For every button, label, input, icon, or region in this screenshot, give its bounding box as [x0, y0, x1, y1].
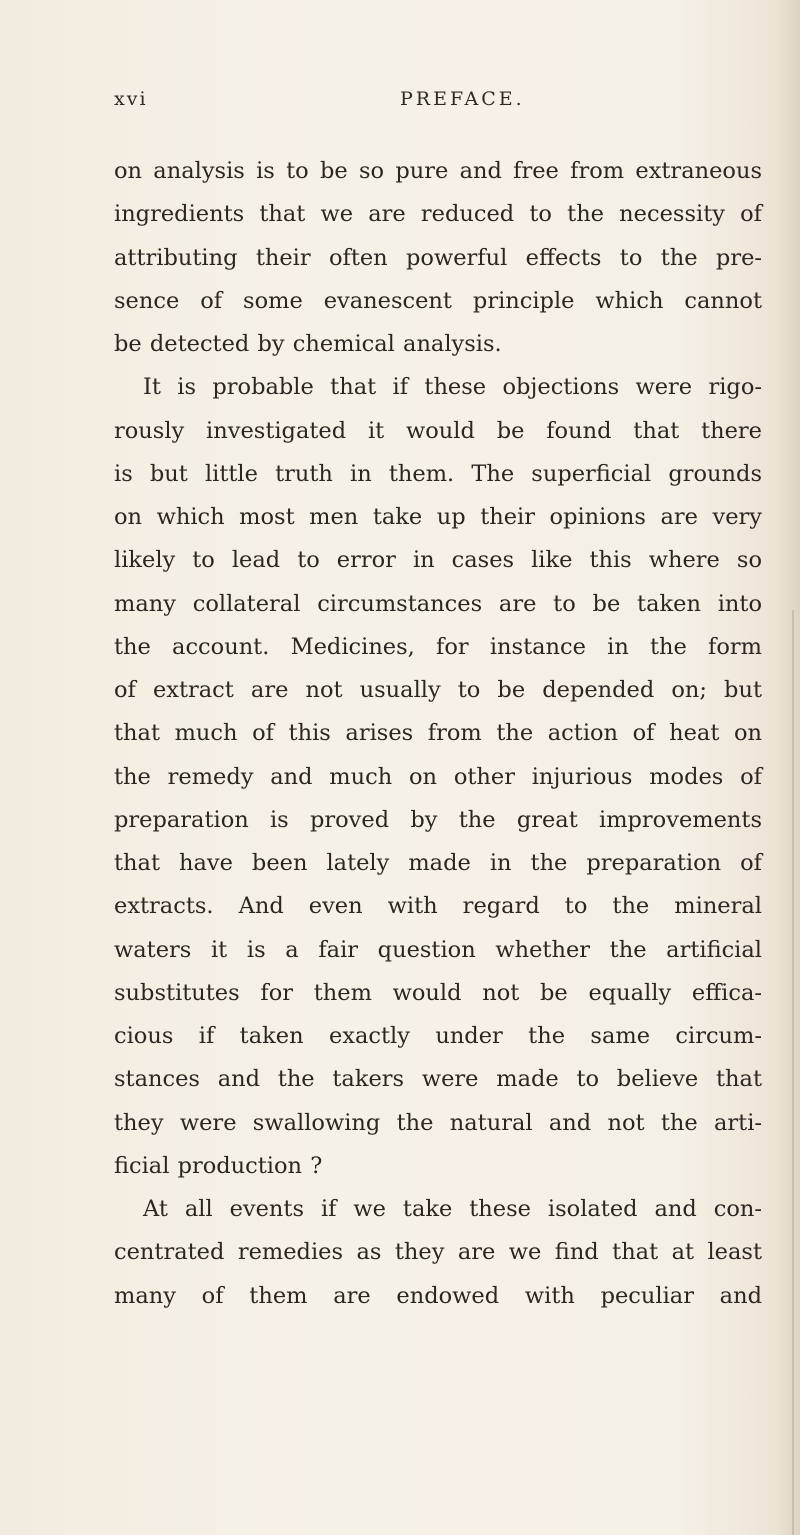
page-header: [114, 88, 754, 118]
text-line: stances and the takers were made to believe that: [114, 1066, 762, 1093]
text-line: ficial production ?: [114, 1152, 323, 1179]
body-text: [114, 150, 762, 1318]
text-line: cious if taken exactly under the same circum-: [114, 1023, 762, 1049]
text-line: many of them are endowed with peculiar and: [114, 1282, 762, 1309]
text-line: be detected by chemical analysis.: [114, 331, 502, 357]
page-edge-shadow: [792, 610, 794, 1535]
text-line: rously investigated it would be found that there: [114, 417, 762, 444]
text-line: substitutes for them would not be equally effica-: [114, 979, 762, 1006]
text-line: of extract are not usually to be depended on; but: [114, 677, 762, 703]
text-line: ingredients that we are reduced to the necessity of: [114, 201, 762, 228]
text-line: preparation is proved by the great improvements: [114, 806, 762, 833]
text-line: extracts. And even with regard to the mineral: [114, 893, 762, 920]
text-line: At all events if we take these isolated and con-: [143, 1196, 762, 1222]
text-line: sence of some evanescent principle which cannot: [114, 287, 762, 314]
text-line: attributing their often powerful effects to the pre-: [114, 244, 762, 271]
running-head: PREFACE.: [400, 88, 525, 110]
text-line: is but little truth in them. The superficial grounds: [114, 460, 762, 487]
text-line: the remedy and much on other injurious modes of: [114, 763, 762, 790]
text-line: that have been lately made in the preparation of: [114, 850, 762, 876]
text-line: likely to lead to error in cases like this where so: [114, 547, 762, 574]
text-line: It is probable that if these objections were rigo-: [143, 374, 762, 401]
text-line: waters it is a fair question whether the artificial: [114, 936, 762, 963]
text-line: on analysis is to be so pure and free from extraneous: [114, 158, 762, 184]
text-line: that much of this arises from the action of heat on: [114, 720, 762, 747]
text-line: centrated remedies as they are we find that at least: [114, 1239, 762, 1266]
text-line: the account. Medicines, for instance in the form: [114, 633, 762, 660]
text-line: they were swallowing the natural and not the arti-: [114, 1109, 762, 1136]
text-line: many collateral circumstances are to be taken into: [114, 590, 762, 617]
text-line: on which most men take up their opinions are very: [114, 504, 762, 530]
page-number: xvi: [114, 88, 148, 110]
